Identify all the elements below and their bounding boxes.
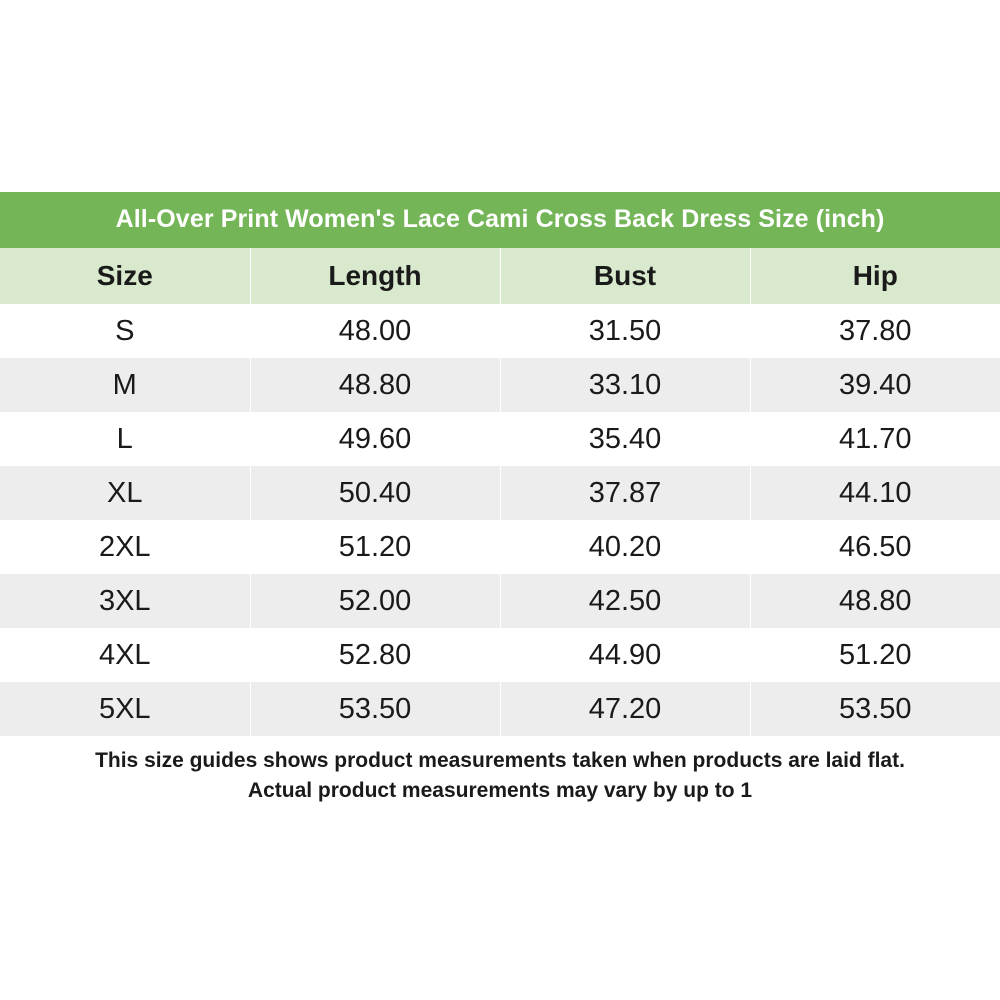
table-header-row [0, 248, 1000, 304]
cell-hip: 51.20 [750, 628, 1000, 682]
column-header-length: Length [250, 248, 500, 304]
table-row [0, 358, 1000, 412]
column-header-bust: Bust [500, 248, 750, 304]
table-row [0, 466, 1000, 520]
cell-bust: 37.87 [500, 466, 750, 520]
chart-note-line-1: This size guides shows product measurements taken when products are laid flat. [95, 749, 905, 772]
cell-hip: 37.80 [750, 304, 1000, 358]
cell-size: 3XL [0, 574, 250, 628]
size-table-head [0, 248, 1000, 304]
size-table [0, 248, 1000, 736]
size-chart [0, 192, 1000, 823]
cell-length: 51.20 [250, 520, 500, 574]
column-header-hip: Hip [750, 248, 1000, 304]
cell-length: 49.60 [250, 412, 500, 466]
cell-length: 50.40 [250, 466, 500, 520]
table-row [0, 304, 1000, 358]
table-row [0, 574, 1000, 628]
cell-bust: 47.20 [500, 682, 750, 736]
table-row [0, 412, 1000, 466]
cell-hip: 48.80 [750, 574, 1000, 628]
cell-size: 2XL [0, 520, 250, 574]
cell-hip: 41.70 [750, 412, 1000, 466]
cell-size: M [0, 358, 250, 412]
size-table-body [0, 304, 1000, 736]
cell-hip: 46.50 [750, 520, 1000, 574]
cell-bust: 33.10 [500, 358, 750, 412]
cell-bust: 40.20 [500, 520, 750, 574]
cell-bust: 42.50 [500, 574, 750, 628]
cell-hip: 44.10 [750, 466, 1000, 520]
cell-bust: 35.40 [500, 412, 750, 466]
cell-size: XL [0, 466, 250, 520]
cell-bust: 44.90 [500, 628, 750, 682]
cell-length: 52.00 [250, 574, 500, 628]
column-header-size: Size [0, 248, 250, 304]
table-row [0, 682, 1000, 736]
table-row [0, 628, 1000, 682]
table-row [0, 520, 1000, 574]
cell-length: 48.00 [250, 304, 500, 358]
cell-length: 53.50 [250, 682, 500, 736]
cell-size: 4XL [0, 628, 250, 682]
cell-length: 48.80 [250, 358, 500, 412]
chart-title: All-Over Print Women's Lace Cami Cross Back Dress Size (inch) [0, 192, 1000, 248]
chart-note [0, 736, 1000, 823]
cell-hip: 53.50 [750, 682, 1000, 736]
cell-hip: 39.40 [750, 358, 1000, 412]
cell-size: 5XL [0, 682, 250, 736]
cell-size: S [0, 304, 250, 358]
cell-bust: 31.50 [500, 304, 750, 358]
cell-length: 52.80 [250, 628, 500, 682]
cell-size: L [0, 412, 250, 466]
chart-note-line-2: Actual product measurements may vary by up to 1 [247, 779, 753, 803]
